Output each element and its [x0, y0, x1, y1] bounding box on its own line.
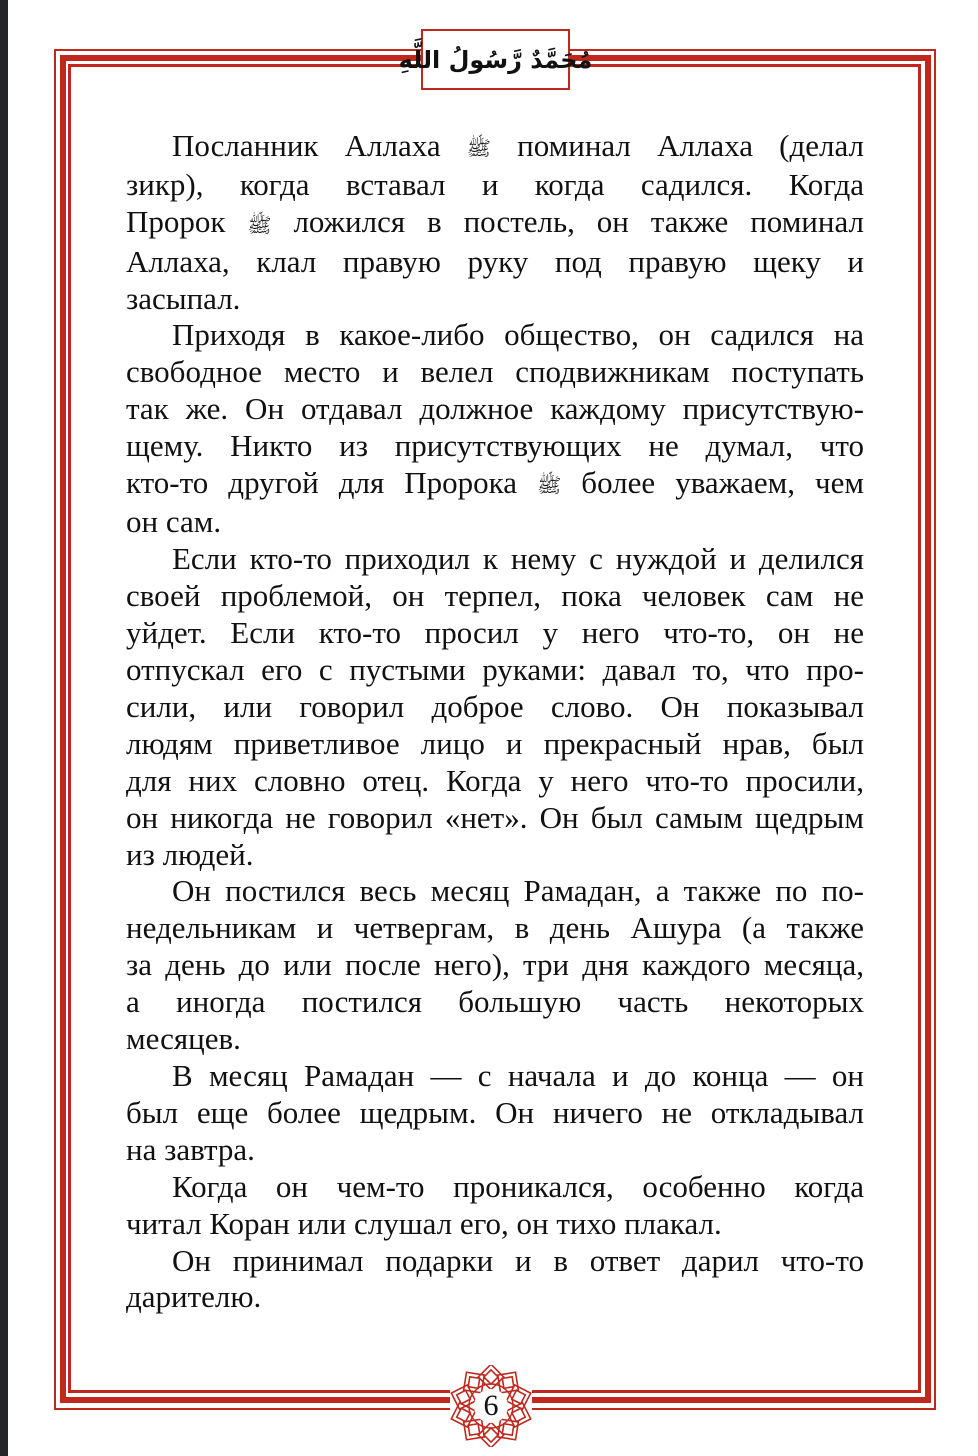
text-line: [126, 1058, 864, 1095]
page-body-text: [126, 128, 864, 1316]
text-segment: людям приветливое лицо и прекрасный нрав, был: [126, 725, 864, 761]
text-line: [126, 1132, 864, 1169]
text-segment: своей проблемой, он терпел, пока человек сам не: [126, 578, 864, 614]
text-line: [126, 541, 864, 578]
text-segment: кто-то другой для Пророка: [126, 465, 538, 501]
text-segment: а иногда постился большую часть некоторых: [126, 984, 864, 1020]
text-line: [126, 128, 864, 167]
salawat-honorific-icon: ﷺ: [537, 473, 562, 498]
paragraph: [126, 128, 864, 317]
text-line: [126, 428, 864, 465]
paragraph: [126, 317, 864, 541]
text-line: [126, 1169, 864, 1206]
text-segment: зикр), когда вставал и когда садился. Когда: [126, 167, 864, 203]
text-segment: Он постился весь месяц Рамадан, а также по по-: [172, 873, 864, 909]
text-segment: Когда он чем-то проникался, особенно когда: [172, 1168, 864, 1204]
text-segment: он сам.: [126, 504, 222, 540]
text-line: [126, 244, 864, 281]
text-segment: на завтра.: [126, 1131, 255, 1167]
paragraph: [126, 1169, 864, 1243]
text-segment: Посланник Аллаха: [172, 128, 467, 163]
header-calligraphy-box: [398, 29, 593, 90]
text-line: [126, 354, 864, 391]
text-line: [126, 726, 864, 763]
text-segment: свободное место и велел сподвижникам поступать: [126, 354, 864, 390]
salawat-honorific-icon: ﷺ: [247, 212, 272, 237]
text-line: [126, 984, 864, 1021]
text-line: [126, 1095, 864, 1132]
paragraph: [126, 541, 864, 873]
text-segment: дарителю.: [126, 1279, 262, 1315]
text-segment: Он принимал подарки и в ответ дарил что-то: [172, 1242, 864, 1278]
text-line: [126, 910, 864, 947]
paragraph: [126, 873, 864, 1058]
text-segment: за день до или после него), три дня каждого месяца,: [126, 947, 864, 983]
text-segment: он никогда не говорил «нет». Он был самым щедрым: [126, 799, 864, 835]
text-segment: В месяц Рамадан — с начала и до конца — он: [172, 1057, 864, 1093]
text-line: [126, 800, 864, 837]
text-line: [126, 578, 864, 615]
text-line: [126, 873, 864, 910]
text-segment: месяцев.: [126, 1021, 241, 1057]
text-segment: Если кто-то приходил к нему с нуждой и делился: [172, 541, 864, 577]
text-segment: поминал Аллаха (делал: [490, 128, 865, 163]
text-segment: для них словно отец. Когда у него что-то просили,: [126, 762, 864, 798]
text-line: [126, 317, 864, 354]
salawat-honorific-icon: ﷺ: [466, 136, 491, 161]
text-line: [126, 281, 864, 318]
text-line: [126, 1021, 864, 1058]
text-line: [126, 1279, 864, 1316]
text-line: [126, 689, 864, 726]
text-segment: недельникам и четвергам, в день Ашура (а также: [126, 910, 864, 946]
text-line: [126, 837, 864, 874]
header-calligraphy: مُحَمَّدٌ رَّسُولُ اللَّهِ: [398, 45, 593, 74]
text-line: [126, 1243, 864, 1280]
text-segment: сили, или говорил доброе слово. Он показывал: [126, 688, 864, 724]
paragraph: [126, 1058, 864, 1169]
page-number: 6: [483, 1389, 499, 1422]
text-segment: засыпал.: [126, 280, 241, 316]
text-line: [126, 763, 864, 800]
text-line: [126, 947, 864, 984]
text-segment: Аллаха, клал правую руку под правую щеку и: [126, 243, 864, 279]
text-segment: читал Коран или слушал его, он тихо плакал.: [126, 1205, 722, 1241]
page-number-ornament: [450, 1365, 532, 1447]
text-line: [126, 615, 864, 652]
text-segment: более уважаем, чем: [561, 465, 864, 501]
paragraph: [126, 1243, 864, 1317]
text-line: [126, 504, 864, 541]
text-line: [126, 652, 864, 689]
viewer-edge-strip: [0, 0, 8, 1456]
text-line: [126, 167, 864, 204]
text-segment: уйдет. Если кто-то просил у него что-то, он не: [126, 615, 864, 651]
text-segment: Пророк: [126, 204, 248, 240]
text-line: [126, 465, 864, 504]
text-segment: Приходя в какое-либо общество, он садился на: [172, 317, 864, 353]
text-line: [126, 391, 864, 428]
text-segment: так же. Он отдавал должное каждому присутствую-: [126, 391, 864, 427]
text-line: [126, 1206, 864, 1243]
text-segment: щему. Никто из присутствующих не думал, что: [126, 428, 864, 464]
text-segment: из людей.: [126, 836, 254, 872]
text-line: [126, 204, 864, 243]
text-segment: отпускал его с пустыми руками: давал то, что про-: [126, 652, 864, 687]
text-segment: был еще более щедрым. Он ничего не откладывал: [126, 1094, 864, 1130]
text-segment: ложился в постель, он также поминал: [271, 204, 864, 240]
